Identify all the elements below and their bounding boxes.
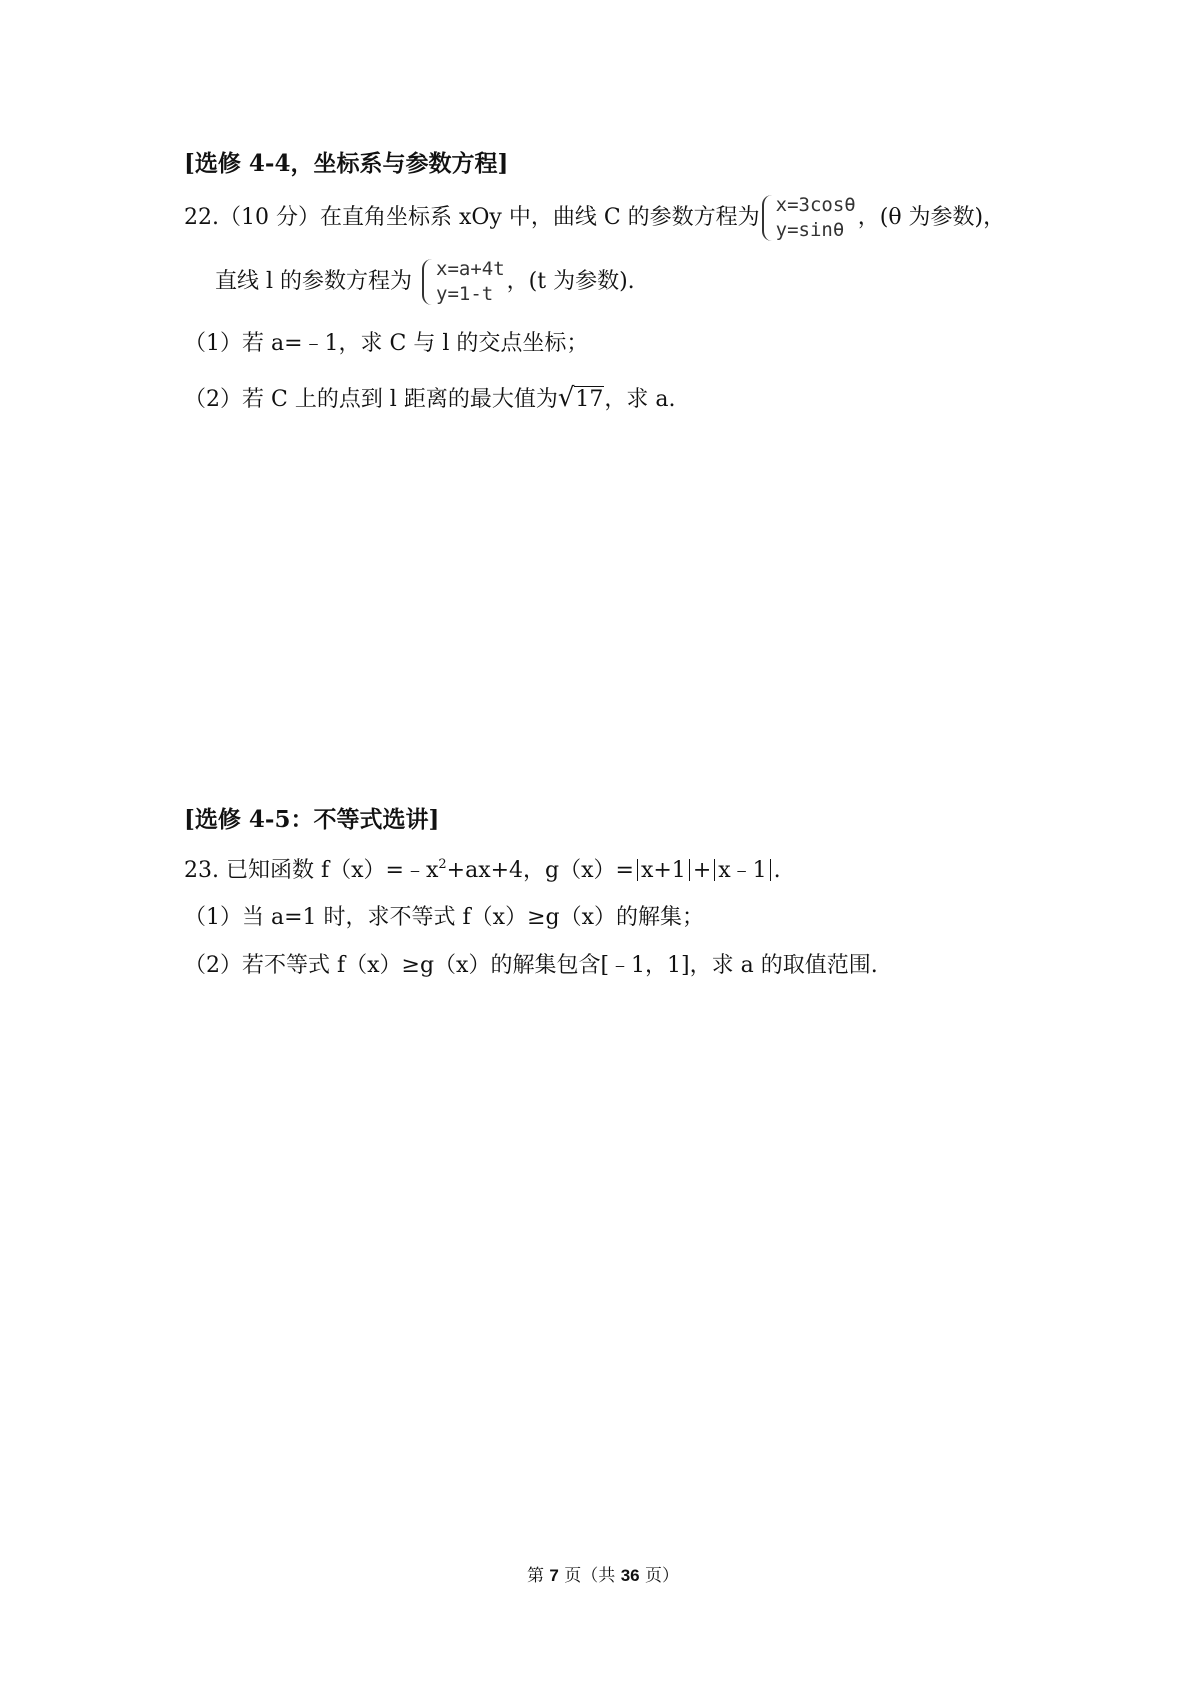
q22-stem-line1: [184, 193, 1005, 243]
plus-sign: +: [692, 858, 712, 883]
footer-total-pages: 36: [620, 1566, 640, 1585]
section-heading-4-5: [选修 4-5：不等式选讲]: [184, 806, 440, 833]
footer-page-number: 7: [549, 1566, 559, 1585]
footer-prefix: 第: [527, 1566, 550, 1586]
line-param-equations: [422, 257, 505, 307]
q23-part1: （1）当 a=1 时，求不等式 f（x）≥g（x）的解集；: [184, 905, 704, 930]
line-eq-y: y=1-t: [436, 283, 494, 305]
q23-stem: [184, 859, 781, 882]
section-heading-4-4: [选修 4-4，坐标系与参数方程]: [184, 150, 509, 177]
curve-eq-y: y=sinθ: [775, 219, 845, 241]
q22-stem-line2: [215, 257, 635, 307]
q22-part2: [184, 385, 676, 411]
q23-stem-b: +ax+4，g（x）=: [446, 858, 634, 883]
q22-stem-text: 22.（10 分）在直角坐标系 xOy 中，曲线 C 的参数方程为: [184, 205, 760, 230]
footer-mid: 页（共: [558, 1566, 621, 1586]
sqrt-17: [558, 385, 605, 411]
abs-arg-1: x+1: [640, 858, 686, 883]
abs-bar: [637, 859, 638, 881]
curve-eq-x: x=3cosθ: [775, 194, 856, 216]
exponent: 2: [438, 857, 447, 872]
q23-part2: （2）若不等式 f（x）≥g（x）的解集包含[﹣1，1]，求 a 的取值范围.: [184, 953, 878, 978]
q22-line-tail: ，(t 为参数).: [506, 269, 635, 294]
q23-stem-end: .: [773, 858, 781, 883]
page-footer: [527, 1567, 679, 1585]
abs-bar: [689, 859, 690, 881]
radical-sign: √: [557, 383, 575, 413]
line-eq-x: x=a+4t: [436, 258, 505, 280]
abs-bar: [770, 859, 771, 881]
q22-part2-text: （2）若 C 上的点到 l 距离的最大值为: [184, 387, 558, 412]
q22-stem-tail: ，(θ 为参数)，: [857, 205, 1006, 230]
q22-part1: （1）若 a=﹣1，求 C 与 l 的交点坐标；: [184, 331, 589, 356]
left-brace: [422, 259, 432, 305]
q22-line-text: 直线 l 的参数方程为: [215, 269, 413, 294]
curve-param-equations: [762, 193, 856, 243]
q22-part2-tail: ，求 a.: [604, 387, 676, 412]
q23-stem-a: 23. 已知函数 f（x）=﹣x: [184, 858, 439, 883]
radicand: 17: [575, 387, 604, 412]
abs-bar: [714, 859, 715, 881]
footer-suffix: 页）: [639, 1566, 680, 1586]
left-brace: [762, 195, 772, 241]
abs-arg-2: x﹣1: [718, 858, 767, 883]
